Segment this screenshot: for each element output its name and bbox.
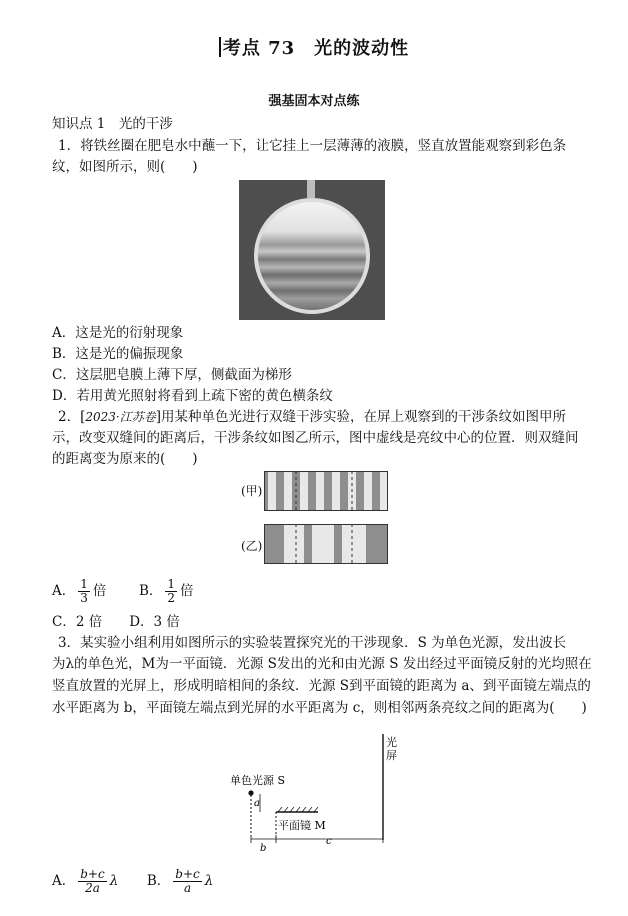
q2-option-a-num: 1	[80, 577, 88, 591]
mirror-interference-figure	[228, 732, 408, 858]
q1-option-d: D．若用黄光照射将看到上疏下密的黄色横条纹	[52, 388, 333, 404]
q2-source: 江苏卷	[119, 410, 156, 424]
q3-stem-line2: 为λ的单色光，M为一平面镜．光源 S发出的光和由光源 S 发出经过平面镜反射的光均照在	[52, 656, 592, 672]
q3-option-a-num: b+c	[80, 867, 105, 881]
distance-b-label: b	[260, 843, 267, 854]
q2-option-a-unit: 倍	[92, 583, 107, 599]
q2-stem-line1	[58, 407, 588, 427]
q2-line1-rest: ]用某种单色光进行双缝干涉实验，在屏上观察到的干涉条纹如图甲所	[155, 409, 567, 425]
q2-year: 2023·	[85, 410, 120, 424]
page-title-text: 考点 73 光的波动性	[222, 38, 410, 59]
fringe-figure-yi	[264, 524, 388, 568]
q3-stem-line4: 水平距离为 b，平面镜左端点到光屏的水平距离为 c，则相邻两条亮纹之间的距离为( )	[52, 700, 587, 716]
q3-stem-line3: 竖直放置的光屏上，形成明暗相间的条纹．光源 S到平面镜的距离为 a、到平面镜左端点的	[52, 678, 591, 694]
q2-option-b-num: 1	[167, 577, 176, 591]
q2-stem-line2: 示，改变双缝间的距离后，干涉条纹如图乙所示，图中虚线是亮纹中心的位置．则双缝间	[52, 430, 579, 446]
q2-option-b-label: B．	[138, 583, 163, 599]
q1-stem-line1: 1．将铁丝圈在肥皂水中蘸一下，让它挂上一层薄薄的液膜，竖直放置能观察到彩色条	[58, 138, 567, 154]
light-source-dot	[248, 790, 253, 795]
title-bar-mark	[219, 37, 221, 57]
section-title: 强基固本对点练	[268, 94, 360, 109]
q2-option-b-fraction	[165, 578, 177, 605]
q2-options-ab	[52, 576, 194, 606]
q3-option-b-unit: λ	[204, 873, 214, 889]
q2-stem-line3: 的距离变为原来的( )	[52, 451, 198, 467]
q3-option-b-num: b+c	[175, 867, 200, 881]
q3-option-b-den: a	[183, 881, 192, 895]
q3-option-a-unit: λ	[109, 873, 119, 889]
q2-option-b-unit: 倍	[180, 583, 194, 599]
distance-c-label: c	[326, 836, 332, 847]
q1-option-a: A．这是光的衍射现象	[52, 325, 184, 341]
q3-stem-line1: 3．某实验小组利用如图所示的实验装置探究光的干涉现象．S 为单色光源，发出波长	[58, 635, 567, 651]
screen-label-1: 光	[386, 736, 397, 749]
wire-handle	[307, 180, 315, 198]
screen-label-2: 屏	[386, 749, 397, 762]
q3-options-ab	[52, 866, 213, 896]
fringe-figure-jia	[264, 471, 388, 515]
fringe-label-yi: (乙)	[241, 539, 263, 553]
q1-stem-line2: 纹，如图所示，则( )	[52, 159, 198, 175]
q3-option-a-den: 2a	[85, 881, 100, 895]
q2-option-b-den: 2	[167, 591, 176, 605]
distance-a-label: a	[254, 798, 260, 809]
q3-option-a-fraction	[78, 868, 106, 895]
soap-film	[256, 200, 368, 312]
q1-option-b: B．这是光的偏振现象	[52, 346, 184, 362]
page-title	[0, 34, 628, 60]
source-label: 单色光源 S	[230, 774, 286, 787]
q3-option-b-label: B．	[146, 873, 171, 889]
q2-option-a-label: A．	[52, 583, 76, 599]
q2-prefix: 2．[	[58, 409, 86, 425]
q2-options-cd: C．2 倍 D．3 倍	[52, 614, 180, 630]
q3-option-b-fraction	[173, 868, 201, 895]
q2-option-a-den: 3	[80, 591, 88, 605]
mirror-label: 平面镜 M	[278, 819, 326, 832]
q2-option-a-fraction	[78, 578, 90, 605]
q1-option-c: C．这层肥皂膜上薄下厚，侧截面为梯形	[52, 367, 292, 383]
soap-film-figure	[239, 180, 385, 324]
q3-option-a-label: A．	[52, 873, 76, 889]
subsection-title: 知识点 1 光的干涉	[52, 116, 173, 132]
fringe-label-jia: (甲)	[241, 484, 263, 498]
